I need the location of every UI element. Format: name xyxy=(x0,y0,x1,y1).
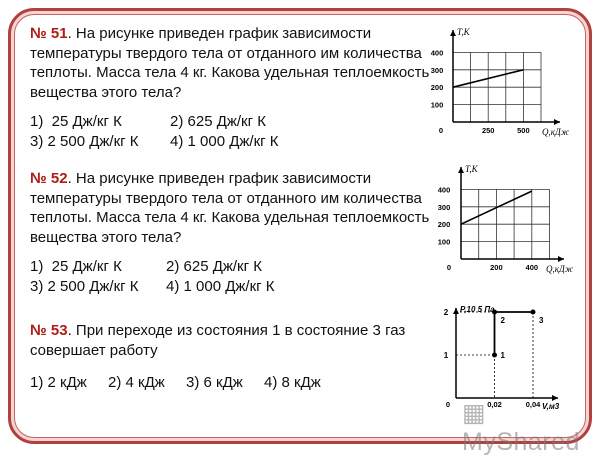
x-axis-label: Q,кДж xyxy=(542,127,570,137)
y-tick-label: 2 xyxy=(443,308,449,317)
answer-option: 1) 25 Дж/кг К xyxy=(30,258,122,275)
y-tick-label: 300 xyxy=(430,65,444,75)
problem-text: вещества этого тела? xyxy=(30,83,182,101)
problem-text: совершает работу xyxy=(30,341,158,359)
problem-text: . На рисунке приведен график зависимости xyxy=(67,170,372,187)
y-axis-arrow-icon xyxy=(450,30,456,36)
y-tick-label: 200 xyxy=(430,83,444,93)
problem-text: . При переходе из состояния 1 в состояние 3 газ xyxy=(67,322,406,339)
answer-option: 2) 625 Дж/кг К xyxy=(170,113,266,130)
answer-option: 3) 2 500 Дж/кг К xyxy=(30,132,139,150)
answer-option: 1) 25 Дж/кг К xyxy=(30,113,122,130)
x-axis-arrow-icon xyxy=(558,256,564,262)
y-tick-label: 300 xyxy=(437,202,451,212)
x-tick-label: 0,04 xyxy=(525,400,541,409)
problem-text: температуры твердого тела от отданного им количества xyxy=(30,189,422,207)
y-axis-label: P,10 5 Па xyxy=(460,305,495,314)
y-axis-arrow-icon xyxy=(458,167,464,173)
problem-number: № 52 xyxy=(30,170,68,187)
state-point xyxy=(531,310,536,315)
x-tick-label: 0 xyxy=(445,400,451,409)
state-label: 2 xyxy=(500,316,505,325)
answer-option: 3) 6 кДж xyxy=(186,374,243,391)
problem-text: . На рисунке приведен график зависимости xyxy=(67,25,372,42)
y-axis-arrow-icon xyxy=(453,308,459,314)
problem-text: теплоты. Масса тела 4 кг. Какова удельная теплоемкость xyxy=(30,209,430,226)
x-tick-label: 0 xyxy=(446,263,452,272)
y-tick-label: 200 xyxy=(437,220,451,230)
problem-text: вещества этого тела? xyxy=(30,228,182,246)
state-label: 1 xyxy=(500,351,505,360)
y-tick-label: 400 xyxy=(437,185,451,195)
answer-option: 4) 1 000 Дж/кг К xyxy=(166,277,275,295)
x-axis-label: Q,кДж xyxy=(546,264,574,274)
state-label: 3 xyxy=(539,316,544,325)
x-tick-label: 400 xyxy=(525,263,539,272)
problem-number: № 51 xyxy=(30,25,68,42)
answer-option: 2) 625 Дж/кг К xyxy=(166,258,262,275)
answer-option: 1) 2 кДж xyxy=(30,374,87,391)
y-tick-label: 1 xyxy=(443,351,449,360)
x-tick-label: 200 xyxy=(490,263,503,272)
x-axis-arrow-icon xyxy=(554,119,560,125)
y-tick-label: 100 xyxy=(437,237,451,247)
problem-number: № 53 xyxy=(30,322,68,339)
x-tick-label: 0,02 xyxy=(487,400,502,409)
answer-option: 4) 1 000 Дж/кг К xyxy=(170,132,279,150)
answer-option: 3) 2 500 Дж/кг К xyxy=(30,277,139,295)
problem-text: температуры твердого тела от отданного им количества xyxy=(30,44,422,62)
y-tick-label: 100 xyxy=(430,100,444,110)
x-tick-label: 0 xyxy=(438,126,444,135)
state-point xyxy=(492,353,497,358)
x-tick-label: 500 xyxy=(517,126,530,135)
answer-option: 4) 8 кДж xyxy=(264,374,321,391)
y-tick-label: 400 xyxy=(430,48,444,58)
watermark-logo: ▦ MyShared xyxy=(462,399,580,456)
problem-text: теплоты. Масса тела 4 кг. Какова удельная теплоемкость xyxy=(30,64,430,81)
x-tick-label: 250 xyxy=(481,126,495,135)
y-axis-label: T,K xyxy=(457,27,470,37)
x-axis-label: V,м3 xyxy=(542,402,560,411)
answer-option: 2) 4 кДж xyxy=(108,374,165,391)
y-axis-label: T,K xyxy=(465,164,478,174)
